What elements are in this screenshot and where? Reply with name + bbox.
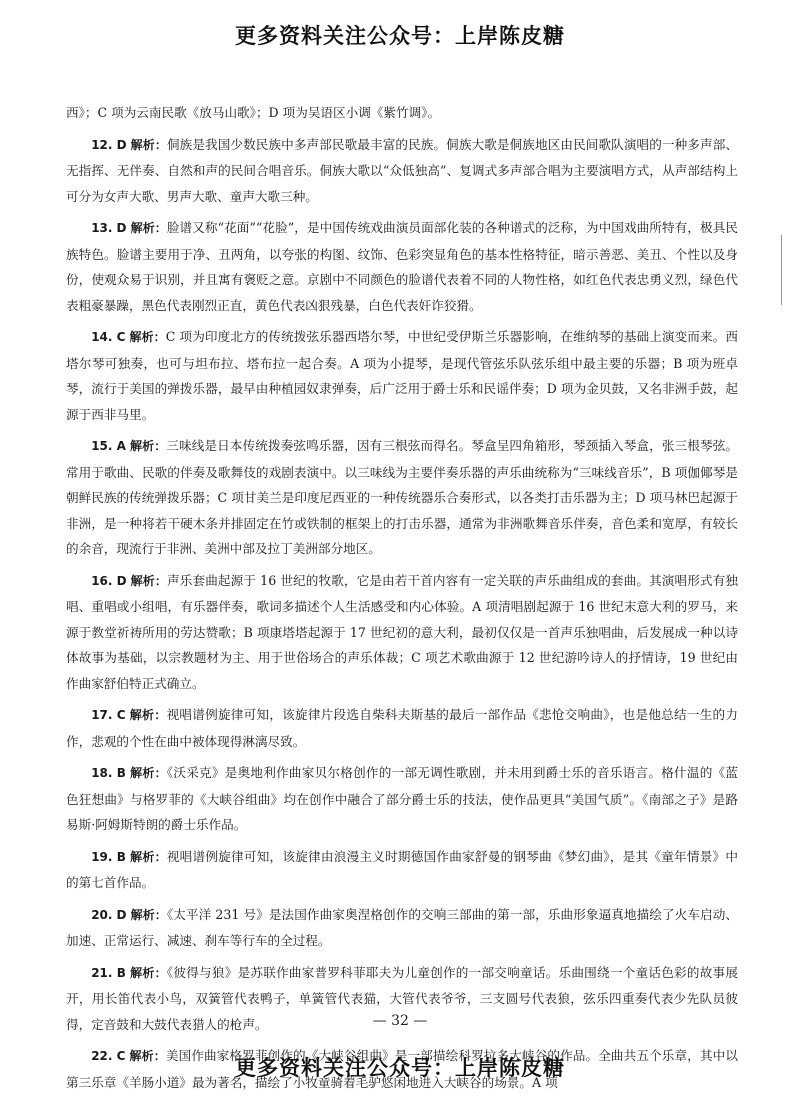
question-number: 20. — [91, 907, 113, 922]
analysis-label: 解析： — [130, 849, 167, 864]
paragraph-text: 美国作曲家格罗菲创作的《大峡谷组曲》是一部描绘科罗拉多大峡谷的作品。全曲共五个乐章，其中以第三乐章《羊肠小道》最为著名，描绘了小牧童骑着毛驴悠闲地进入大峡谷的场景。A 项 — [66, 1048, 738, 1090]
answer-letter: B — [116, 965, 126, 980]
analysis-label: 解析： — [130, 137, 167, 152]
analysis-label: 解析： — [130, 221, 167, 235]
question-number: 21. — [91, 965, 113, 980]
answer-paragraph-12 — [66, 132, 738, 210]
margin-mark — [781, 235, 782, 305]
question-number: 18. — [91, 766, 113, 780]
paragraph-text: 西》；C 项为云南民歌《放马山歌》；D 项为吴语区小调《紫竹调》。 — [66, 105, 441, 120]
answer-paragraph-20 — [66, 902, 738, 954]
paragraph-text: 三味线是日本传统拨奏弦鸣乐器，因有三根弦而得名。琴盒呈四角箱形，琴颈插入琴盒，张三根琴弦。常用于歌曲、民歌的伴奏及歌舞伎的戏剧表演中。以三味线为主要伴奏乐器的声乐曲统称为“三味线音乐”，B 项伽倻琴是朝鲜民族的传统弹拨乐器；C 项甘美兰是印度尼西亚的一种传统器乐合奏形式，以各类打击乐器为主；D 项马林巴起源于非洲，是一种将若干硬木条并排固定在竹或铁制的框架上的打击乐器，通常为非洲歌舞音乐伴奏，音色柔和宽厚，有较长的余音，现流行于非洲、美洲中部及拉丁美洲部分地区。 — [66, 438, 738, 556]
answer-letter: C — [116, 330, 126, 344]
answer-letter: C — [116, 1049, 126, 1063]
question-number: 16. — [91, 573, 113, 588]
page-content — [66, 100, 738, 1101]
page-number: — 32 — — [372, 1013, 428, 1029]
answer-letter: D — [116, 221, 127, 235]
top-banner: 更多资料关注公众号：上岸陈皮糖 — [235, 24, 565, 48]
question-number: 22. — [91, 1049, 113, 1063]
bottom-banner: 更多资料关注公众号：上岸陈皮糖 — [235, 1056, 565, 1080]
question-number: 15. — [91, 439, 113, 453]
paragraph-text: 《彼得与狼》是苏联作曲家普罗科菲耶夫为儿童创作的一部交响童话。乐曲围绕一个童话色彩的故事展开，用长笛代表小鸟，双簧管代表鸭子，单簧管代表猫，大管代表爷爷，三支圆号代表狼，弦乐四重奏代表少先队员彼得，定音鼓和大鼓代表猎人的枪声。 — [66, 964, 738, 1032]
answer-letter: D — [116, 137, 127, 152]
answer-paragraph-18 — [66, 760, 738, 838]
analysis-label: 解析： — [130, 439, 167, 453]
answer-paragraph-15 — [66, 433, 738, 562]
paragraph-continued — [66, 100, 738, 126]
analysis-label: 解析： — [130, 965, 167, 980]
answer-paragraph-19 — [66, 844, 738, 896]
answer-paragraph-17 — [66, 702, 738, 754]
analysis-label: 解析： — [130, 907, 167, 922]
paragraph-text: 视唱谱例旋律可知，该旋律由浪漫主义时期德国作曲家舒曼的钢琴曲《梦幻曲》，是其《童年情景》中的第七首作品。 — [66, 848, 738, 890]
question-number: 12. — [91, 137, 113, 152]
paragraph-text: 声乐套曲起源于 16 世纪的牧歌，它是由若干首内容有一定关联的声乐曲组成的套曲。其演唱形式有独唱、重唱或小组唱，有乐器伴奏，歌词多描述个人生活感受和内心体验。A 项清唱剧起源于 16 世纪末意大利的罗马，来源于教堂祈祷所用的劳达赞歌；B 项康塔塔起源于 17 世纪初的意大利，最初仅仅是一首声乐独唱曲，后发展成一种以诗体故事为基础，以宗教题材为主、用于世俗场合的声乐体裁；C 项艺术歌曲源于 12 世纪游吟诗人的抒情诗，19 世纪由作曲家舒伯特正式确立。 — [66, 572, 738, 691]
paragraph-text: 侗族是我国少数民族中多声部民歌最丰富的民族。侗族大歌是侗族地区由民间歌队演唱的一种多声部、无指挥、无伴奏、自然和声的民间合唱音乐。侗族大歌以“众低独高”、复调式多声部合唱为主要演唱方式，从声部结构上可分为女声大歌、男声大歌、童声大歌三种。 — [66, 136, 738, 204]
question-number: 17. — [91, 708, 113, 722]
analysis-label: 解析： — [129, 330, 166, 344]
paragraph-text: 视唱谱例旋律可知，该旋律片段选自柴科夫斯基的最后一部作品《悲怆交响曲》，也是他总结一生的力作，悲观的个性在曲中被体现得淋漓尽致。 — [66, 707, 738, 749]
answer-letter: D — [116, 573, 127, 588]
answer-letter: B — [116, 849, 126, 864]
answer-letter: D — [116, 907, 127, 922]
answer-letter: A — [116, 439, 126, 453]
paragraph-text: C 项为印度北方的传统拨弦乐器西塔尔琴，中世纪受伊斯兰乐器影响，在维纳琴的基础上演变而来。西塔尔琴可独奏，也可与坦布拉、塔布拉一起合奏。A 项为小提琴，是现代管弦乐队弦乐组中最主要的乐器；B 项为班卓琴，流行于美国的弹拨乐器，最早由种植园奴隶弹奏，后广泛用于爵士乐和民谣伴奏；D 项为金贝鼓，又名非洲手鼓，起源于西非马里。 — [66, 329, 738, 422]
question-number: 19. — [91, 849, 113, 864]
analysis-label: 解析： — [130, 573, 168, 588]
answer-letter: C — [116, 708, 126, 722]
analysis-label: 解析： — [129, 1049, 166, 1063]
answer-paragraph-13 — [66, 215, 738, 318]
question-number: 14. — [91, 330, 113, 344]
answer-paragraph-16 — [66, 568, 738, 697]
analysis-label: 解析： — [130, 766, 167, 780]
answer-paragraph-14 — [66, 324, 738, 427]
answer-letter: B — [116, 766, 126, 780]
paragraph-text: 脸谱又称“花面”“花脸”，是中国传统戏曲演员面部化装的各种谱式的泛称，为中国戏曲所特有，极具民族特色。脸谱主要用于净、丑两角，以夸张的构图、纹饰、色彩突显角色的基本性格特征，暗示善恶、美丑、个性以及身份，使观众易于识别，并且寓有褒贬之意。京剧中不同颜色的脸谱代表着不同的人物性格，如红色代表忠勇义烈，绿色代表粗豪暴躁，黑色代表刚烈正直，黄色代表凶狠残暴，白色代表奸诈狡猾。 — [66, 220, 738, 313]
question-number: 13. — [91, 221, 113, 235]
paragraph-text: 《沃采克》是奥地利作曲家贝尔格创作的一部无调性歌剧，并未用到爵士乐的音乐语言。格什温的《蓝色狂想曲》与格罗菲的《大峡谷组曲》均在创作中融合了部分爵士乐的技法，使作品更具“美国气质”。《南部之子》是路易斯·阿姆斯特朗的爵士乐作品。 — [66, 765, 738, 832]
paragraph-text: 《太平洋 231 号》是法国作曲家奥涅格创作的交响三部曲的第一部，乐曲形象逼真地描绘了火车启动、加速、正常运行、减速、刹车等行车的全过程。 — [66, 906, 738, 948]
analysis-label: 解析： — [129, 708, 167, 722]
